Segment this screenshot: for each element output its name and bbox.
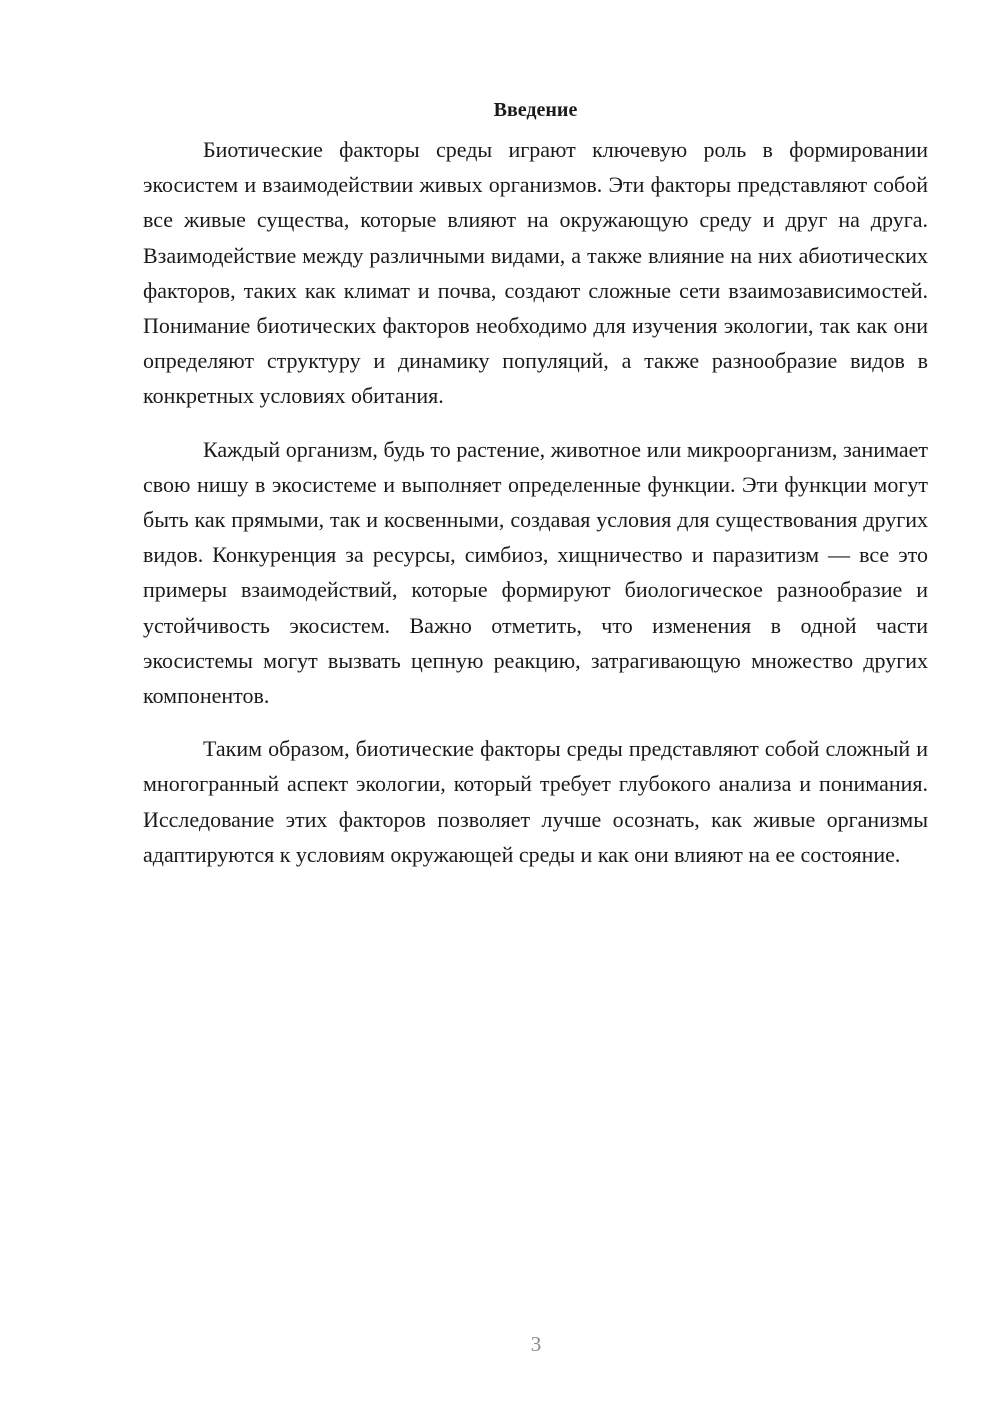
page-content (143, 94, 928, 890)
page-number: 3 (530, 1332, 542, 1356)
paragraph-3: Таким образом, биотические факторы среды представляют собой сложный и многогранный аспект экологии, который требует глубокого анализа и понимания. Исследование этих факторов позволяет лучше осознать, как живые организмы адаптируются к условиям окружающей среды и как они влияют на ее состояние. (143, 736, 928, 867)
section-title: Введение (493, 99, 578, 121)
paragraph-1: Биотические факторы среды играют ключевую роль в формировании экосистем и взаимодействии живых организмов. Эти факторы представляют собой все живые существа, которые влияют на окружающую среду и друг на друга. Взаимодействие между различными видами, а также влияние на них абиотических факторов, таких как климат и почва, создают сложные сети взаимозависимостей. Понимание биотических факторов необходимо для изучения экологии, так как они определяют структуру и динамику популяций, а также разнообразие видов в конкретных условиях обитания. (143, 137, 928, 409)
paragraph-2: Каждый организм, будь то растение, животное или микроорганизм, занимает свою нишу в экосистеме и выполняет определенные функции. Эти функции могут быть как прямыми, так и косвенными, создавая условия для существования других видов. Конкуренция за ресурсы, симбиоз, хищничество и паразитизм — все это примеры взаимодействий, которые формируют биологическое разнообразие и устойчивость экосистем. Важно отметить, что изменения в одной части экосистемы могут вызвать цепную реакцию, затрагивающую множество других компонентов. (143, 436, 928, 709)
